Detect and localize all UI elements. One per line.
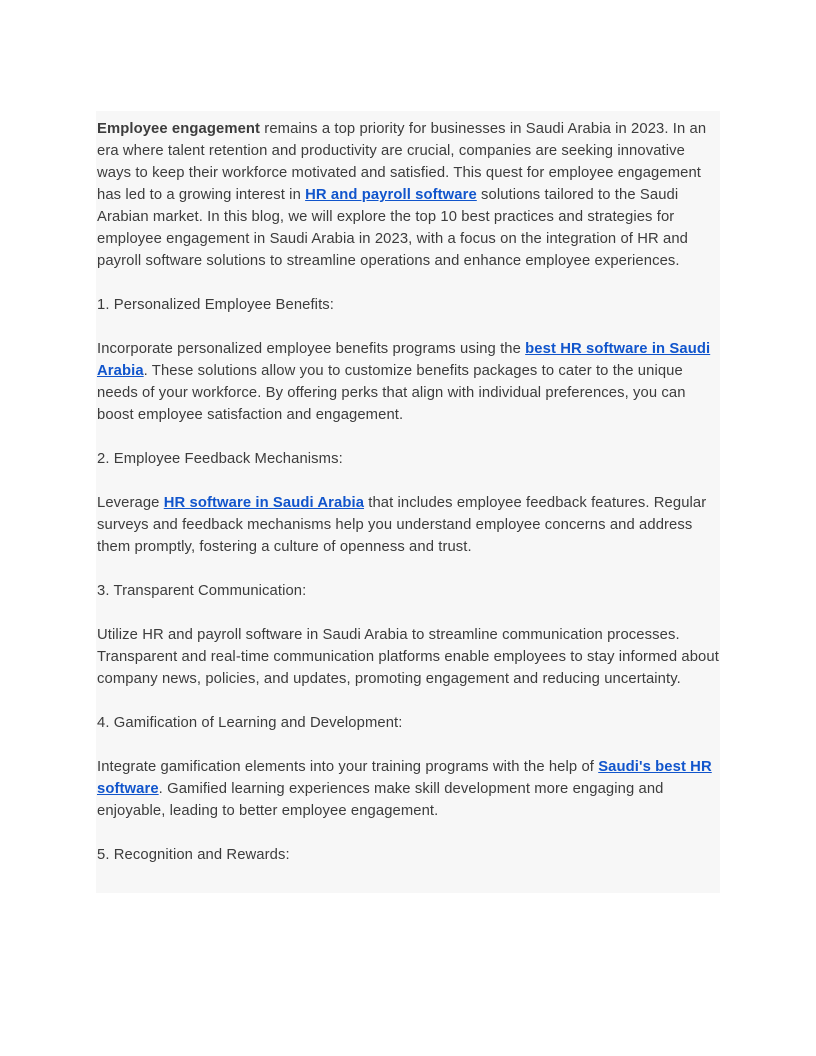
intro-text-2: solutions tailored to the Saudi Arabian market. In this blog, we will explore the top 10 best practices and strategies for employee engagement in Saudi Arabia in 2023, with a focus on the integration of HR and payroll software solutions to streamline operations and enhance employee experiences. <box>97 187 688 269</box>
section-4-paragraph <box>97 756 719 822</box>
link-saudis-best-hr-software[interactable]: Saudi's best HR software <box>97 759 712 797</box>
section-2-text-2: that includes employee feedback features. Regular surveys and feedback mechanisms help you understand employee concerns and address them promptly, fostering a culture of openness and trust. <box>97 495 707 555</box>
intro-text-1: remains a top priority for businesses in Saudi Arabia in 2023. In an era where talent retention and productivity are crucial, companies are seeking innovative ways to keep their workforce motivated and satisfied. This quest for employee engagement has led to a growing interest in <box>97 121 707 203</box>
link-hr-and-payroll-software[interactable]: HR and payroll software <box>305 187 477 203</box>
section-1-paragraph <box>97 338 719 426</box>
document-body <box>96 111 720 893</box>
section-1-text-2: . These solutions allow you to customize benefits packages to cater to the unique needs of your workforce. By offering perks that align with individual preferences, you can boost employee satisfaction and engagement. <box>97 363 686 423</box>
intro-bold-lead: Employee engagement <box>97 121 261 137</box>
section-3-paragraph <box>97 624 719 690</box>
intro-paragraph <box>97 118 719 272</box>
section-3-heading: 3. Transparent Communication: <box>97 583 307 599</box>
section-4-heading: 4. Gamification of Learning and Development: <box>97 715 403 731</box>
section-2-text-1: Leverage <box>97 495 164 511</box>
section-1-text-1: Incorporate personalized employee benefits programs using the <box>97 341 526 357</box>
section-5-heading: 5. Recognition and Rewards: <box>97 847 290 863</box>
link-hr-software-in-saudi-arabia[interactable]: HR software in Saudi Arabia <box>163 495 365 511</box>
section-1-heading: 1. Personalized Employee Benefits: <box>97 297 334 313</box>
section-2-heading: 2. Employee Feedback Mechanisms: <box>97 451 343 467</box>
section-4-text-1: Integrate gamification elements into your training programs with the help of <box>97 759 599 775</box>
link-best-hr-software-in-saudi-arabia[interactable]: best HR software in Saudi Arabia <box>97 341 711 379</box>
section-4-text-2: . Gamified learning experiences make skill development more engaging and enjoyable, leading to better employee engagement. <box>97 781 664 819</box>
section-3-text-1: Utilize HR and payroll software in Saudi Arabia to streamline communication processes. Transparent and real-time communication platforms enable employees to stay informed about company news, policies, and updates, promoting engagement and reducing uncertainty. <box>97 627 719 687</box>
section-2-paragraph <box>97 492 719 558</box>
